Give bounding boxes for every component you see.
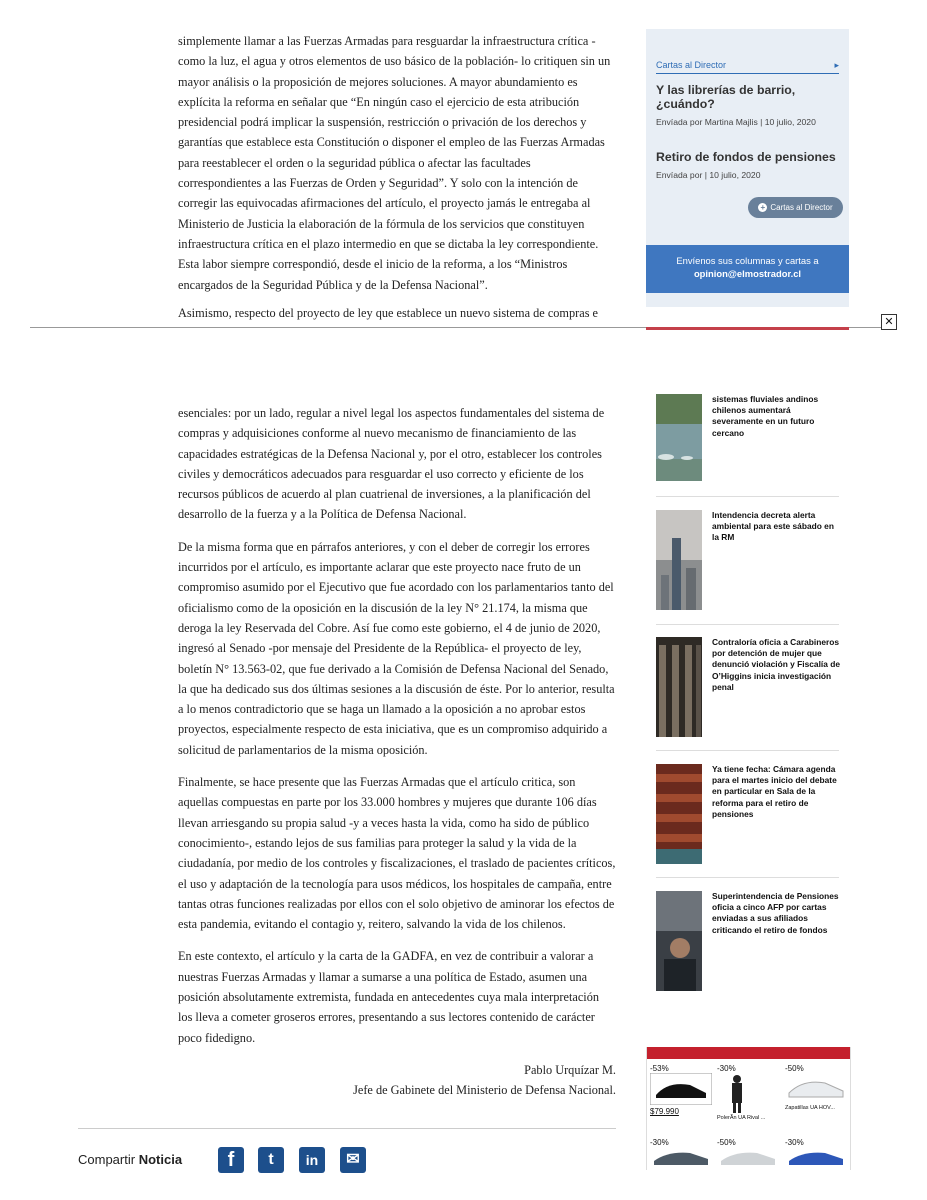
news-headline[interactable]: Ya tiene fecha: Cámara agenda para el martes inicio del debate en particular en Sala de la reforma para el retiro de pensiones (712, 764, 837, 819)
parliament-thumbnail (656, 764, 702, 864)
letters-card (646, 29, 849, 307)
shoe-image (785, 1147, 847, 1169)
submit-columns-banner[interactable] (646, 245, 849, 293)
shoe-image (785, 1073, 847, 1103)
divider (656, 624, 839, 625)
news-headline[interactable]: Superintendencia de Pensiones oficia a cinco AFP por cartas enviadas a sus afiliados criticando el retiro de fondos (712, 891, 839, 935)
letters-to-director-button[interactable]: + Cartas al Director (748, 197, 843, 218)
signature-title: Jefe de Gabinete del Ministerio de Defensa Nacional. (353, 1083, 616, 1098)
article-body-top (178, 31, 616, 323)
facebook-icon[interactable]: f (218, 1147, 244, 1173)
divider (656, 877, 839, 878)
building-thumbnail (656, 637, 702, 737)
article-paragraph: Asimismo, respecto del proyecto de ley que establece un nuevo sistema de compras e (178, 305, 599, 320)
ad-product[interactable]: -30% (650, 1138, 714, 1170)
signature-name: Pablo Urquízar M. (524, 1062, 616, 1077)
linkedin-icon[interactable]: in (299, 1147, 325, 1173)
ad-header (647, 1047, 850, 1059)
news-headline[interactable]: Contraloría oficia a Carabineros por detención de mujer que denunció violación y Fiscalía de O’Higgins inicia investigación penal (712, 637, 840, 692)
ad-banner[interactable] (646, 1047, 851, 1170)
twitter-icon[interactable]: t (258, 1147, 284, 1173)
close-icon[interactable]: ✕ (881, 314, 897, 330)
news-headline[interactable]: sistemas fluviales andinos chilenos aumentará severamente en un futuro cercano (712, 394, 819, 438)
city-smog-thumbnail (656, 510, 702, 610)
email-icon[interactable]: ✉ (340, 1147, 366, 1173)
ad-strip (646, 327, 849, 330)
plus-icon: + (758, 203, 767, 212)
ad-product[interactable]: -50% (717, 1138, 781, 1170)
submit-columns-text: Envíenos sus columnas y cartas a (676, 255, 819, 266)
letter-meta-1: Envíada por Martina Majlis | 10 julio, 2020 (656, 117, 816, 127)
article-body-bottom (178, 383, 616, 1101)
article-paragraph: esenciales: por un lado, regular a nivel legal los aspectos fundamentales del sistema de compras y adquisiciones conforme al nuevo mecanismo de financiamiento de las capacidades estratégicas de la Defensa Nacional y, por el otro, establecer los controles civiles y democráticos adecuados para resguardar el uso correcto y eficiente de los recursos públicos de acuerdo al plan cuatrienal de inversiones, a la planificación del desarrollo de la fuerza y a la Política de Defensa Nacional. (178, 406, 605, 522)
share-divider (78, 1128, 616, 1129)
article-paragraph: Finalmente, se hace presente que las Fuerzas Armadas que el artículo critica, son aquellas compuestas en parte por los 33.000 hombres y mujeres que durante 106 días llevan arriesgando su propia salud -y a veces hasta la vida, como ha sido de público conocimiento-, estando lejos de sus familias para proteger la salud y la vida de la ciudadanía, por medio de los controles y fiscalizaciones, el traslado de pacientes críticos, el uso y adaptación de la tecnología para usos médicos, los hospitales de campaña, entre tantas otras funciones realizadas por ellos con el solo objetivo de aminorar los efectos de esta pandemia, evitando el contagio y, reitero, salvando la vida de los chilenos. (178, 775, 616, 932)
submit-email[interactable]: opinion@elmostrador.cl (693, 268, 802, 279)
letter-meta-2: Envíada por | 10 julio, 2020 (656, 170, 761, 180)
ad-product[interactable]: -30% (785, 1138, 849, 1170)
shoe-image (650, 1147, 712, 1169)
shoe-image (717, 1147, 779, 1169)
letters-card-header[interactable]: Cartas al Director ▸ (656, 60, 839, 74)
divider (656, 750, 839, 751)
ad-product[interactable]: -50% Zapatillas UA HOV... (785, 1064, 849, 1111)
river-thumbnail (656, 394, 702, 481)
ad-product[interactable]: -30% PolerÃn UA Rival ... (717, 1064, 766, 1121)
letter-title-2[interactable]: Retiro de fondos de pensiones (656, 150, 836, 164)
divider (656, 496, 839, 497)
article-paragraph: En este contexto, el artículo y la carta de la GADFA, en vez de contribuir a valorar a nuestras Fuerzas Armadas y llamar a sumarse a una política de Estado, asumen una posición absolutamente extremista, fundada en antecedentes cuya mala interpretación los lleva a cometer groseros errores, presentando a sus lectores contenido de carácter poco fidedigno. (178, 949, 599, 1045)
ad-product[interactable]: -53% $79.990 (650, 1064, 714, 1116)
shoe-image (650, 1073, 712, 1105)
apparel-image (717, 1073, 757, 1113)
share-label: Compartir Noticia (78, 1152, 183, 1167)
chevron-right-icon: ▸ (834, 60, 839, 70)
letter-title-1[interactable]: Y las librerías de barrio, ¿cuándo? (656, 83, 796, 111)
article-paragraph: De la misma forma que en párrafos anteriores, y con el deber de corregir los errores incurridos por el artículo, es importante aclarar que este proyecto nace fruto de un compromiso asumido por el Ejecutivo que fue acordado con los parlamentarios tanto del oficialismo como de la oposición en la discusión de la ley N° 21.174, la misma que deroga la ley Reservada del Cobre. Así fue como este gobierno, el 4 de junio de 2020, ingresó al Senado -por mensaje del Presidente de la República- el proyecto de ley, boletín N° 13.563-02, que fue derivado a la Comisión de Defensa Nacional del Senado, la que ha dedicado sus dos últimas sesiones a la discusión de éste. Por lo anterior, resulta a lo menos contradictorio que se haga un llamado a la oposición a no aprobar estos proyectos, especialmente respecto de esta iniciativa, que es un compromiso adquirido a solicitud de parlamentarios de la misma oposición. (178, 539, 615, 757)
news-headline[interactable]: Intendencia decreta alerta ambiental para este sábado en la RM (712, 510, 834, 543)
person-thumbnail (656, 891, 702, 991)
article-paragraph: simplemente llamar a las Fuerzas Armadas para resguardar la infraestructura crítica -como la luz, el agua y otros elementos de uso básico de la población- lo critiquen sin un mayor análisis o la proposición de mejores soluciones. A mayor abundamiento es explícita la reforma en señalar que “En ningún caso el ejercicio de esta atribución presidencial podrá implicar la suspensión, restricción o privación de los derechos y garantías que establece esta Constitución o disponer el empleo de las Fuerzas Armadas para reestablecer el orden o la seguridad pública o afectar las facultades correspondientes a las Fuerzas de Orden y Seguridad”. Y solo con la intención de corregir las equivocadas afirmaciones del artículo, el proyecto jamás le entregaba al Ministerio de Justicia la elaboración de la fórmula de los servicios que constituyen infraestructura crítica en el plazo intermedio en que se dictaba la ley correspondiente. Esta labor siempre correspondió, desde el inicio de la reforma, a los “Ministros encargados de la Seguridad Pública y de la Defensa Nacional”. (178, 34, 611, 292)
